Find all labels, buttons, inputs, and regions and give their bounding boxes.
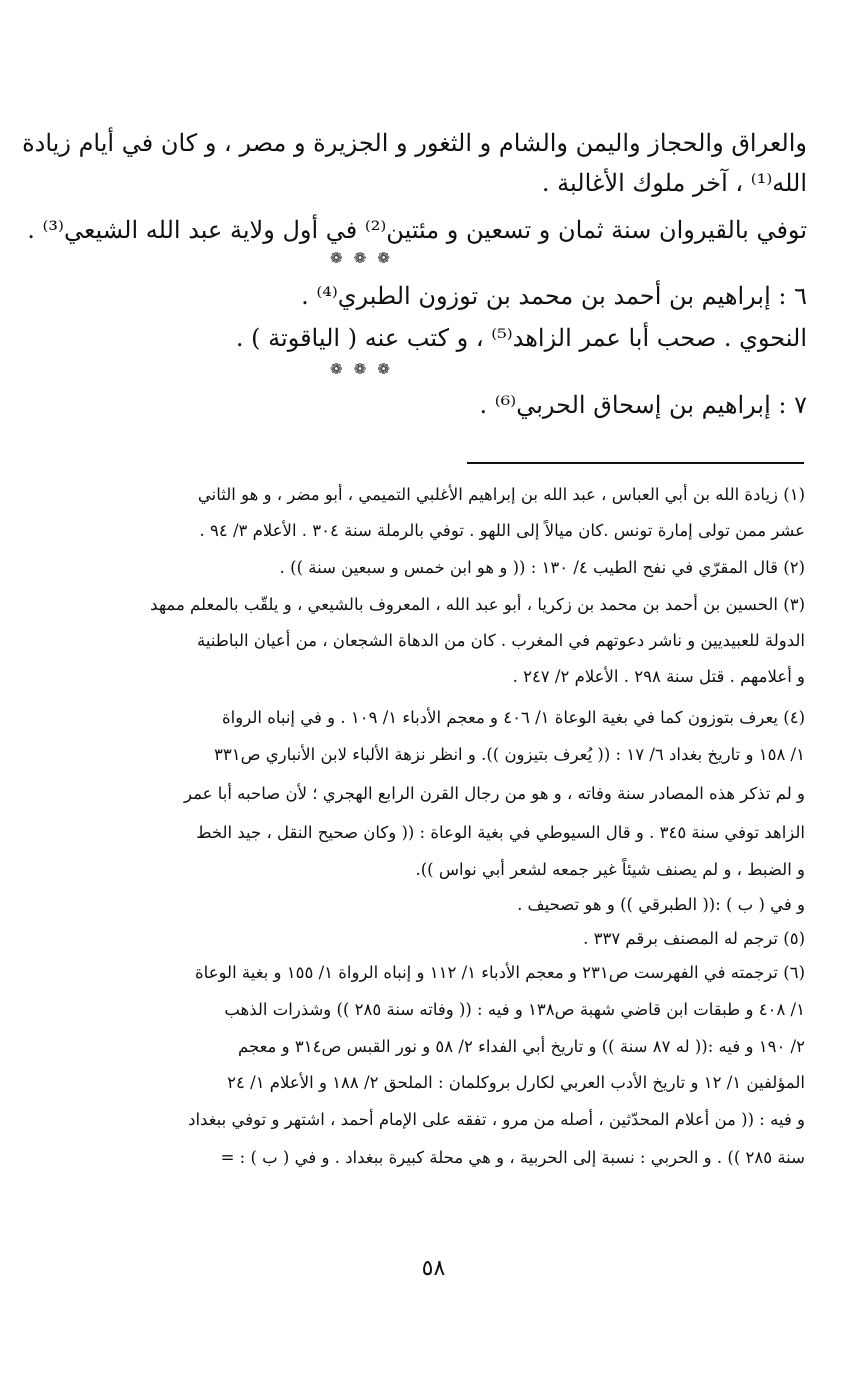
footnote-line: و لم تذكر هذه المصادر سنة وفاته ، و هو من رجال القرن الرابع الهجري ؛ لأن صاحبه أبا عمر: [184, 784, 805, 803]
footnote-line: (٥) ترجم له المصنف برقم ٣٣٧ .: [583, 929, 805, 948]
entry-heading-7: ٧ : إبراهيم بن إسحاق الحربي⁽⁶⁾ .: [479, 391, 807, 419]
flower-ornament-icon: ❁: [353, 249, 367, 267]
footnote-line: الزاهد توفي سنة ٣٤٥ . و قال السيوطي في بغية الوعاة : (( وكان صحيح النقل ، جيد الخط: [196, 823, 805, 842]
main-text-line: توفي بالقيروان سنة ثمان و تسعين و مئتين⁽²⁾ في أول ولاية عبد الله الشيعي⁽³⁾ .: [27, 216, 807, 244]
flower-ornament-icon: ❁: [377, 249, 390, 267]
section-separator: [330, 360, 390, 378]
footnote-line: ١/ ٤٠٨ و طبقات ابن قاضي شهبة ص١٣٨ و فيه : (( وفاته سنة ٢٨٥ )) وشذرات الذهب: [224, 1000, 805, 1019]
main-text-line: النحوي . صحب أبا عمر الزاهد⁽⁵⁾ ، و كتب عنه ( الياقوتة ) .: [235, 324, 807, 352]
main-text-line: والعراق والحجاز واليمن والشام و الثغور و الجزيرة و مصر ، و كان في أيام زيادة: [22, 129, 807, 157]
flower-ornament-icon: ❁: [330, 249, 343, 267]
footnote-line: (١) زيادة الله بن أبي العباس ، عبد الله بن إبراهيم الأغلبي التميمي ، أبو مضر ، و هو الثاني: [197, 485, 805, 504]
footnote-line: (٣) الحسين بن أحمد بن محمد بن زكريا ، أبو عبد الله ، المعروف بالشيعي ، و يلقّب بالمعلم ممهد: [150, 595, 805, 614]
footnote-line: و فيه : (( من أعلام المحدّثين ، أصله من مرو ، تفقه على الإمام أحمد ، اشتهر و توفي ببغداد: [188, 1110, 805, 1129]
footnote-line: و في ( ب ) :(( الطبرقي )) و هو تصحيف .: [517, 895, 805, 914]
footnote-line: الدولة للعبيديين و ناشر دعوتهم في المغرب . كان من الدهاة الشجعان ، من أعيان الباطنية: [197, 631, 805, 650]
footnote-line: و أعلامهم . قتل سنة ٢٩٨ . الأعلام ٢/ ٢٤٧ .: [512, 667, 805, 686]
footnote-line: المؤلفين ١/ ١٢ و تاريخ الأدب العربي لكارل بروكلمان : الملحق ٢/ ١٨٨ و الأعلام ١/ ٢٤: [227, 1073, 805, 1092]
footnote-line: و الضبط ، و لم يصنف شيئاً غير جمعه لشعر أبي نواس )).: [415, 860, 805, 879]
section-separator: [330, 249, 390, 267]
footnote-line: ٢/ ١٩٠ و فيه :(( له ٨٧ سنة )) و تاريخ أبي الفداء ٢/ ٥٨ و نور القبس ص٣١٤ و معجم: [237, 1037, 805, 1056]
flower-ornament-icon: ❁: [377, 360, 390, 378]
page-number: ٥٨: [421, 1256, 446, 1281]
entry-heading-6: ٦ : إبراهيم بن أحمد بن محمد بن توزون الطبري⁽⁴⁾ .: [301, 282, 807, 310]
main-text-line: الله⁽¹⁾ ، آخر ملوك الأغالبة .: [541, 169, 807, 197]
flower-ornament-icon: ❁: [353, 360, 367, 378]
footnote-line: عشر ممن تولى إمارة تونس .كان ميالاً إلى اللهو . توفي بالرملة سنة ٣٠٤ . الأعلام ٣/ ٩٤ .: [199, 521, 805, 540]
footnote-line: سنة ٢٨٥ )) . و الحربي : نسبة إلى الحربية ، و هي محلة كبيرة ببغداد . و في ( ب ) : =: [220, 1148, 805, 1167]
footnote-line: (٢) قال المقرّي في نفح الطيب ٤/ ١٣٠ : (( و هو ابن خمس و سبعين سنة )) .: [279, 558, 805, 577]
footnote-line: (٤) يعرف بتوزون كما في بغية الوعاة ١/ ٤٠٦ و معجم الأدباء ١/ ١٠٩ . و في إنباه الرواة: [222, 708, 805, 727]
footnote-line: (٦) ترجمته في الفهرست ص٢٣١ و معجم الأدباء ١/ ١١٢ و إنباه الرواة ١/ ١٥٥ و بغية الوعاة: [195, 963, 805, 982]
footnote-divider: [467, 462, 804, 464]
footnote-line: ١/ ١٥٨ و تاريخ بغداد ٦/ ١٧ : (( يُعرف بتيزون )). و انظر نزهة الألباء لابن الأنباري ص٣٣١: [213, 745, 805, 764]
flower-ornament-icon: ❁: [330, 360, 343, 378]
